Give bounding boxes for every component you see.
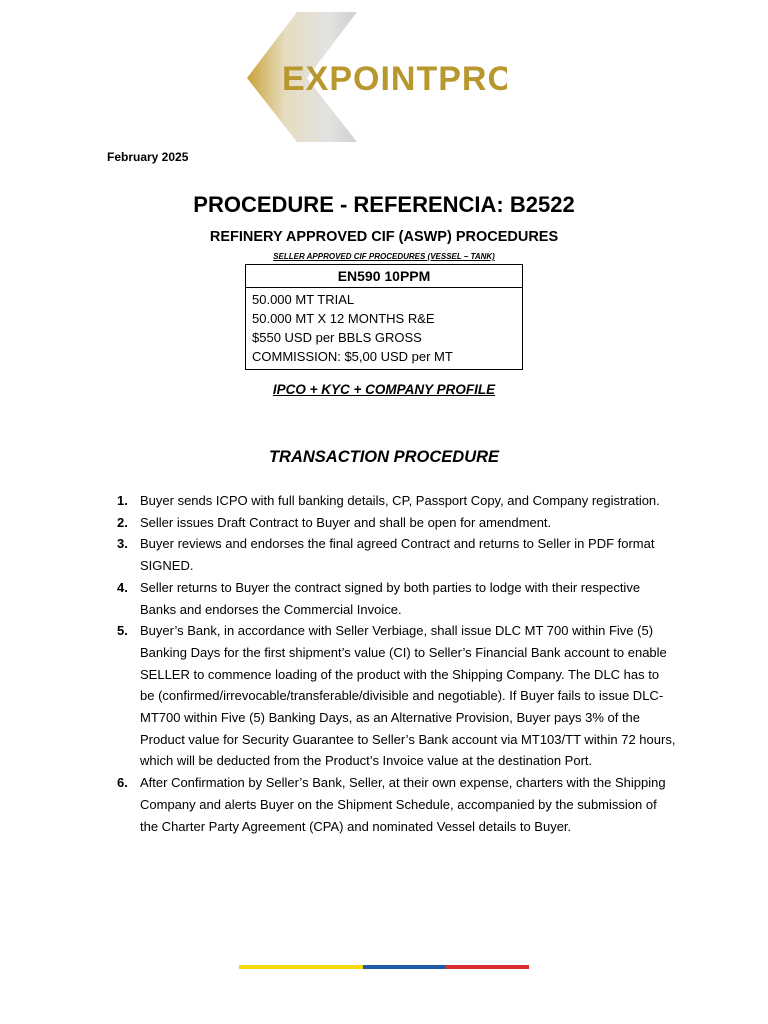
step-text: After Confirmation by Seller’s Bank, Seller, at their own expense, charters with the Shipping Company and alerts Buyer on the Shipment Schedule, accompanied by the submission of the Charter Party Agreement (CPA) and nominated Vessel details to Buyer. (140, 775, 666, 834)
spec-line: 50.000 MT TRIAL (252, 292, 355, 307)
procedure-note: SELLER APPROVED CIF PROCEDURES (VESSEL – TANK) (273, 252, 495, 261)
step-text: Buyer’s Bank, in accordance with Seller Verbiage, shall issue DLC MT 700 within Five (5) Banking Days for the first shipment’s value (CI) to Seller’s Financial Bank account to enable SELLER to commence loading of the product with the Shipping Company. The DLC has to be (confirmed/irrevocable/transferable/divisible and negotiable). If Buyer fails to issue DLC-MT700 within Five (5) Banking Days, as an Alternative Provision, Buyer pays 3% of the Product value for Security Guarantee to Seller’s Bank account via MT103/TT within 72 hours, which will be deducted from the Product’s Invoice value at the destination Port. (140, 623, 676, 769)
product-name: EN590 10PPM (246, 265, 522, 288)
page-title: PROCEDURE - REFERENCIA: B2522 (193, 192, 575, 217)
spec-line: 50.000 MT X 12 MONTHS R&E (252, 311, 435, 326)
step-number: 5. (117, 623, 128, 639)
requirements-line: IPCO + KYC + COMPANY PROFILE (272, 382, 496, 397)
procedure-step (117, 577, 677, 620)
procedure-step (117, 512, 677, 534)
footer-bar-red (445, 965, 529, 969)
spec-line: $550 USD per BBLS GROSS (252, 330, 422, 345)
step-number: 2. (117, 514, 128, 530)
procedure-step (117, 772, 677, 837)
section-title: TRANSACTION PROCEDURE (268, 448, 500, 466)
step-number: 4. (117, 579, 128, 595)
spec-lines (246, 288, 522, 369)
step-number: 3. (117, 536, 128, 552)
footer-bar-yellow (239, 965, 363, 969)
step-number: 6. (117, 775, 128, 791)
step-text: Buyer sends ICPO with full banking details, CP, Passport Copy, and Company registration. (140, 493, 660, 508)
spec-line: COMMISSION: $5,00 USD per MT (252, 349, 453, 364)
procedure-steps (117, 490, 677, 837)
step-text: Buyer reviews and endorses the final agreed Contract and returns to Seller in PDF format SIGNED. (140, 536, 655, 574)
footer-bar-blue (363, 965, 445, 969)
logo-chevron-icon (247, 12, 507, 144)
procedure-step (117, 620, 677, 772)
page-subtitle: REFINERY APPROVED CIF (ASWP) PROCEDURES (209, 229, 559, 245)
logo-text: EXPOINTPRO (282, 60, 507, 98)
step-text: Seller issues Draft Contract to Buyer and shall be open for amendment. (140, 514, 552, 530)
product-spec-table (245, 264, 523, 370)
document-date: February 2025 (107, 150, 189, 164)
procedure-step (117, 490, 677, 512)
step-number: 1. (117, 493, 128, 508)
step-text: Seller returns to Buyer the contract signed by both parties to lodge with their respective Banks and endorses the Commercial Invoice. (140, 579, 641, 617)
procedure-step (117, 533, 677, 576)
company-logo (247, 12, 507, 144)
